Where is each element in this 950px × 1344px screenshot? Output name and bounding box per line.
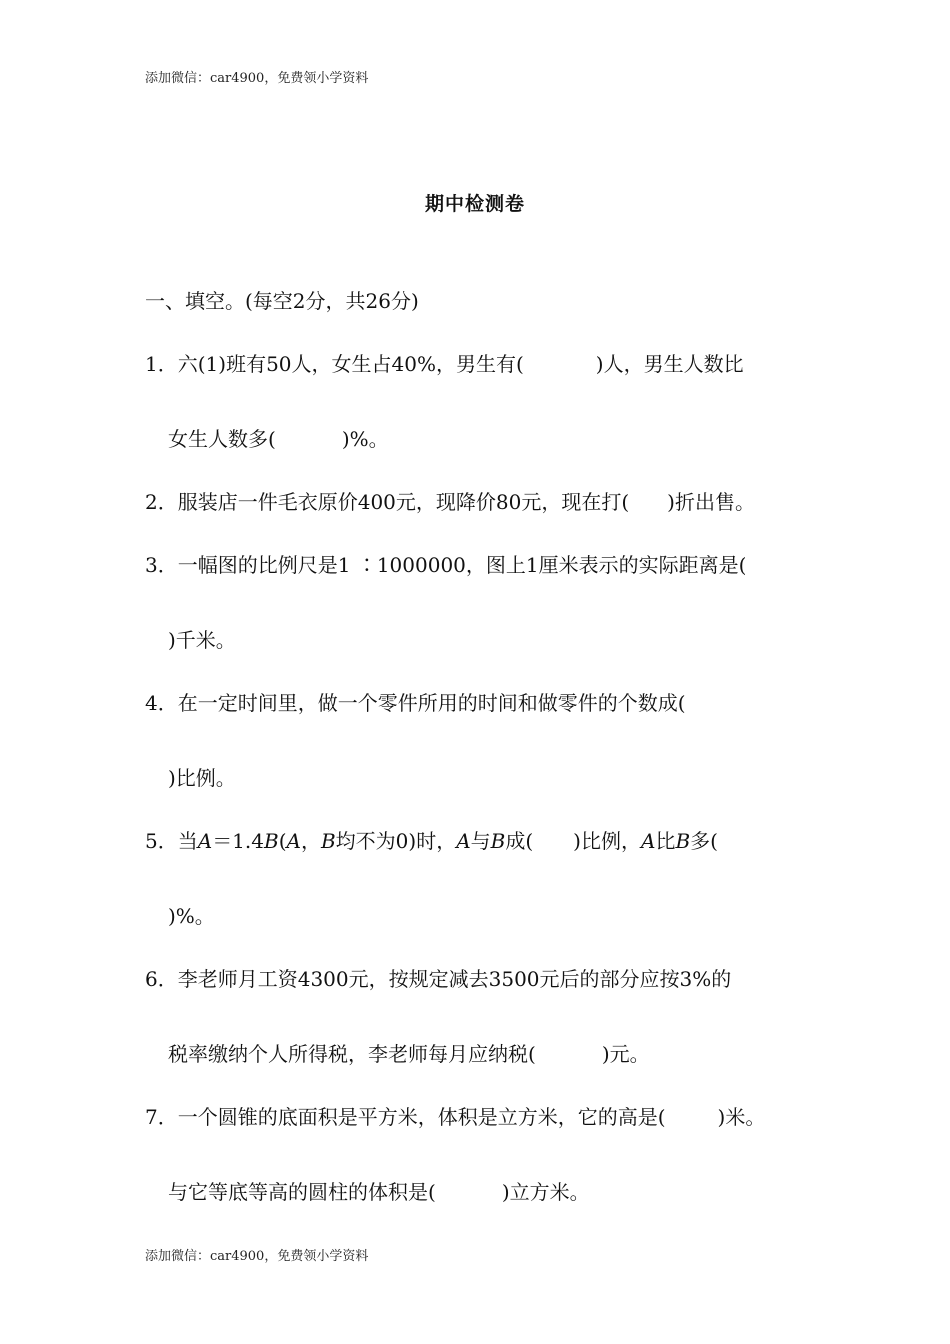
question-text: 李老师月工资4300元，按规定减去3500元后的部分应按3%的 [177,967,732,991]
page-title: 期中检测卷 [424,193,525,215]
variable-b: B [490,829,506,853]
variable-b: B [320,829,336,853]
question-text: ， [300,829,321,853]
question-text: 一个圆锥的底面积是平方米，体积是立方米，它的高是( [177,1105,666,1129]
question-text: )%。 [168,904,215,928]
question-number: 3． [145,553,178,577]
question-number: 6． [145,967,178,991]
question-text: )%。 [341,427,389,451]
section-heading: 一、填空。(每空2分，共26分) [145,289,419,313]
question-1-line-2 [168,426,389,452]
question-7-line-2 [168,1179,590,1205]
question-text: 比 [655,829,676,853]
question-text: 与 [470,829,491,853]
question-text: 女生人数多( [168,427,276,451]
question-number: 1． [145,352,178,376]
question-text: 一幅图的比例尺是1 ∶1000000，图上1厘米表示的实际距离是( [177,553,747,577]
question-text: ＝1.4 [212,829,264,853]
question-1-line-1 [145,351,744,377]
question-3-line-2 [168,627,236,653]
question-text: 服装店一件毛衣原价400元，现降价80元，现在打( [177,490,630,514]
question-4-line-1 [145,690,686,716]
question-7-line-1 [145,1104,765,1130]
question-number: 7． [145,1105,178,1129]
variable-a: A [286,829,301,853]
variable-b: B [675,829,691,853]
question-number: 5． [145,829,178,853]
question-text: )折出售。 [667,490,755,514]
question-text: )人，男生人数比 [595,352,744,376]
question-5-line-2 [168,903,215,929]
question-text: 在一定时间里，做一个零件所用的时间和做零件的个数成( [177,691,686,715]
variable-b: B [264,829,279,853]
question-text: )比例。 [168,766,236,790]
question-3-line-1 [145,552,746,578]
question-2-line-1 [145,489,755,515]
question-text: )比例， [573,829,641,853]
question-text: 均不为0)时， [335,829,457,853]
question-4-line-2 [168,765,236,791]
question-text: 六(1)班有50人，女生占40%，男生有( [177,352,524,376]
question-text: 成( [505,829,534,853]
question-text: 与它等底等高的圆柱的体积是( [168,1180,436,1204]
question-number: 4． [145,691,178,715]
question-6-line-1 [145,966,731,992]
question-text: )立方米。 [501,1180,590,1204]
question-text: 多( [690,829,718,853]
question-text: )千米。 [168,628,236,652]
variable-a: A [640,829,656,853]
question-text: 税率缴纳个人所得税，李老师每月应纳税( [168,1042,536,1066]
question-5-line-1 [145,828,718,854]
question-text: )元。 [601,1042,650,1066]
question-text: ( [278,829,287,853]
question-6-line-2 [168,1041,650,1067]
footer-watermark-note: 添加微信：car4900，免费领小学资料 [145,1249,369,1264]
header-watermark-note: 添加微信：car4900，免费领小学资料 [145,71,369,86]
question-text: )米。 [717,1105,766,1129]
variable-a: A [456,829,471,853]
question-number: 2． [145,490,178,514]
variable-a: A [197,829,213,853]
question-text: 当 [177,829,198,853]
